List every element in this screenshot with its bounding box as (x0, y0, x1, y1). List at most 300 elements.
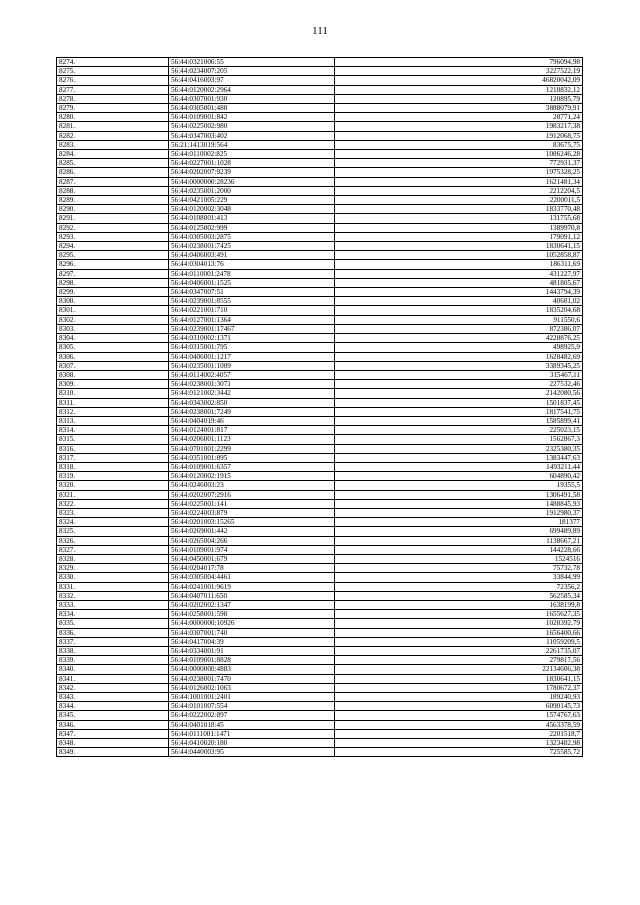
row-number-cell: 8314. (57, 426, 169, 435)
row-number-cell: 8327. (57, 545, 169, 554)
row-number-cell: 8275. (57, 67, 169, 76)
cadastral-number-cell: 56:44:0310002:1371 (169, 334, 335, 343)
cadastral-value-cell: 481805,67 (335, 278, 583, 287)
row-number-cell: 8287. (57, 177, 169, 186)
cadastral-value-cell: 1389970,8 (335, 223, 583, 232)
row-number-cell: 8336. (57, 628, 169, 637)
row-number-cell: 8326. (57, 536, 169, 545)
row-number-cell: 8279. (57, 104, 169, 113)
row-number-cell: 8280. (57, 113, 169, 122)
row-number-cell: 8286. (57, 168, 169, 177)
cadastral-number-cell: 56:44:0347003:402 (169, 131, 335, 140)
cadastral-value-cell: 186311,69 (335, 260, 583, 269)
cadastral-value-cell: 1621481,34 (335, 177, 583, 186)
cadastral-number-cell: 56:44:0305003:2875 (169, 232, 335, 241)
page-number: 111 (312, 25, 328, 37)
cadastral-number-cell: 56:44:0110002:825 (169, 150, 335, 159)
row-number-cell: 8297. (57, 269, 169, 278)
cadastral-value-cell: 1830641,15 (335, 674, 583, 683)
cadastral-number-cell: 56:44:0235001:1009 (169, 361, 335, 370)
table-row (57, 545, 583, 554)
cadastral-value-cell: 22134606,38 (335, 665, 583, 674)
cadastral-value-cell: 1983217,38 (335, 122, 583, 131)
row-number-cell: 8328. (57, 554, 169, 563)
table-row (57, 242, 583, 251)
cadastral-value-cell: 181377 (335, 518, 583, 527)
row-number-cell: 8306. (57, 352, 169, 361)
cadastral-number-cell: 56:44:0238001:7470 (169, 674, 335, 683)
table-row (57, 343, 583, 352)
table-row (57, 168, 583, 177)
cadastral-value-cell: 33844,99 (335, 573, 583, 582)
table-row (57, 527, 583, 536)
table-row (57, 398, 583, 407)
table-row (57, 600, 583, 609)
table-row (57, 416, 583, 425)
row-number-cell: 8282. (57, 131, 169, 140)
cadastral-number-cell: 56:44:0109001:6357 (169, 462, 335, 471)
cadastral-value-cell: 1975328,25 (335, 168, 583, 177)
row-number-cell: 8283. (57, 140, 169, 149)
cadastral-number-cell: 56:44:0202007:2916 (169, 490, 335, 499)
table-row (57, 674, 583, 683)
row-number-cell: 8338. (57, 647, 169, 656)
cadastral-value-cell: 1218832,12 (335, 85, 583, 94)
table-row (57, 472, 583, 481)
table-row (57, 177, 583, 186)
cadastral-number-cell: 56:44:0343002:850 (169, 398, 335, 407)
cadastral-number-cell: 56:44:0265004:266 (169, 536, 335, 545)
cadastral-number-cell: 56:44:0440003:95 (169, 748, 335, 757)
cadastral-value-cell: 227532,46 (335, 380, 583, 389)
cadastral-value-cell: 1501837,45 (335, 398, 583, 407)
cadastral-value-cell: 131755,68 (335, 214, 583, 223)
row-number-cell: 8278. (57, 94, 169, 103)
cadastral-value-cell: 46820042,09 (335, 76, 583, 85)
table-row (57, 214, 583, 223)
cadastral-number-cell: 56:44:0121002:3442 (169, 389, 335, 398)
cadastral-value-cell: 1835204,68 (335, 306, 583, 315)
cadastral-number-cell: 56:44:0407011:650 (169, 591, 335, 600)
table-row (57, 748, 583, 757)
row-number-cell: 8315. (57, 435, 169, 444)
table-row (57, 159, 583, 168)
cadastral-number-cell: 56:44:0421005:229 (169, 196, 335, 205)
row-number-cell: 8329. (57, 564, 169, 573)
table-row (57, 297, 583, 306)
cadastral-value-cell: 189240,93 (335, 693, 583, 702)
cadastral-value-cell: 498925,9 (335, 343, 583, 352)
cadastral-number-cell: 56:44:0201003:15265 (169, 518, 335, 527)
cadastral-value-cell: 1912068,75 (335, 131, 583, 140)
cadastral-number-cell: 56:44:0114002:4057 (169, 370, 335, 379)
row-number-cell: 8304. (57, 334, 169, 343)
table-row (57, 334, 583, 343)
cadastral-number-cell: 56:44:0238001:3071 (169, 380, 335, 389)
cadastral-number-cell: 56:44:0111001:1471 (169, 729, 335, 738)
row-number-cell: 8292. (57, 223, 169, 232)
cadastral-value-cell: 1628482,69 (335, 352, 583, 361)
cadastral-number-cell: 56:44:0124001:817 (169, 426, 335, 435)
row-number-cell: 8345. (57, 711, 169, 720)
row-number-cell: 8349. (57, 748, 169, 757)
table-row (57, 260, 583, 269)
table-row (57, 619, 583, 628)
cadastral-number-cell: 56:44:0410020:180 (169, 739, 335, 748)
table-row (57, 711, 583, 720)
table-row (57, 94, 583, 103)
row-number-cell: 8343. (57, 693, 169, 702)
row-number-cell: 8277. (57, 85, 169, 94)
cadastral-value-cell: 431227,97 (335, 269, 583, 278)
cadastral-number-cell: 56:44:0404019:46 (169, 416, 335, 425)
table-row (57, 278, 583, 287)
cadastral-number-cell: 56:44:0239001:17467 (169, 324, 335, 333)
table-row (57, 536, 583, 545)
row-number-cell: 8276. (57, 76, 169, 85)
row-number-cell: 8334. (57, 610, 169, 619)
row-number-cell: 8290. (57, 205, 169, 214)
cadastral-number-cell: 56:44:0109001:8828 (169, 656, 335, 665)
table-row (57, 426, 583, 435)
table-row (57, 693, 583, 702)
row-number-cell: 8313. (57, 416, 169, 425)
cadastral-value-cell: 3389345,25 (335, 361, 583, 370)
cadastral-value-cell: 72356,2 (335, 582, 583, 591)
cadastral-number-cell: 56:44:0126002:1063 (169, 683, 335, 692)
row-number-cell: 8333. (57, 600, 169, 609)
table-row (57, 352, 583, 361)
table-row (57, 186, 583, 195)
row-number-cell: 8293. (57, 232, 169, 241)
cadastral-value-cell: 562585,34 (335, 591, 583, 600)
table-row (57, 518, 583, 527)
cadastral-value-cell: 75732,78 (335, 564, 583, 573)
cadastral-value-cell: 1383447,63 (335, 453, 583, 462)
table-row (57, 389, 583, 398)
cadastral-number-cell: 56:44:0450001:679 (169, 554, 335, 563)
table-row (57, 444, 583, 453)
cadastral-number-cell: 56:44:0110001:2478 (169, 269, 335, 278)
row-number-cell: 8299. (57, 288, 169, 297)
table-body (57, 58, 583, 757)
table-row (57, 665, 583, 674)
cadastral-value-cell: 2325380,35 (335, 444, 583, 453)
table-row (57, 582, 583, 591)
cadastral-number-cell: 56:44:0334001:91 (169, 647, 335, 656)
row-number-cell: 8309. (57, 380, 169, 389)
table-row (57, 729, 583, 738)
table-row (57, 435, 583, 444)
table-row (57, 637, 583, 646)
table-row (57, 591, 583, 600)
row-number-cell: 8318. (57, 462, 169, 471)
row-number-cell: 8307. (57, 361, 169, 370)
row-number-cell: 8323. (57, 508, 169, 517)
cadastral-number-cell: 56:44:0202002:1347 (169, 600, 335, 609)
cadastral-number-cell: 56:44:0416003:97 (169, 76, 335, 85)
cadastral-value-cell: 1817541,75 (335, 407, 583, 416)
cadastral-number-cell: 56:44:0305004:4461 (169, 573, 335, 582)
table-row (57, 196, 583, 205)
table-row (57, 76, 583, 85)
cadastral-number-cell: 56:44:0241001:9619 (169, 582, 335, 591)
cadastral-value-cell: 179091,12 (335, 232, 583, 241)
cadastral-value-cell: 3227522,19 (335, 67, 583, 76)
cadastral-value-cell: 1585899,41 (335, 416, 583, 425)
cadastral-number-cell: 56:44:0701001:2299 (169, 444, 335, 453)
cadastral-number-cell: 56:44:0222002:897 (169, 711, 335, 720)
cadastral-number-cell: 56:44:0225002:980 (169, 122, 335, 131)
table-row (57, 554, 583, 563)
cadastral-number-cell: 56:44:0109001:842 (169, 113, 335, 122)
row-number-cell: 8316. (57, 444, 169, 453)
cadastral-number-cell: 56:44:0120002:1915 (169, 472, 335, 481)
cadastral-number-cell: 56:44:0224003:879 (169, 508, 335, 517)
row-number-cell: 8337. (57, 637, 169, 646)
cadastral-value-cell: 1323482,98 (335, 739, 583, 748)
row-number-cell: 8291. (57, 214, 169, 223)
cadastral-number-cell: 56:44:0000000:4883 (169, 665, 335, 674)
row-number-cell: 8346. (57, 720, 169, 729)
cadastral-value-cell: 4563378,59 (335, 720, 583, 729)
cadastral-value-table (56, 57, 583, 757)
table-row (57, 324, 583, 333)
table-row (57, 656, 583, 665)
cadastral-value-cell: 1655627,35 (335, 610, 583, 619)
cadastral-value-cell: 872386,07 (335, 324, 583, 333)
cadastral-number-cell: 56:44:0120002:2964 (169, 85, 335, 94)
cadastral-value-cell: 6090145,73 (335, 702, 583, 711)
row-number-cell: 8319. (57, 472, 169, 481)
table-row (57, 223, 583, 232)
cadastral-value-cell: 120895,79 (335, 94, 583, 103)
row-number-cell: 8305. (57, 343, 169, 352)
row-number-cell: 8284. (57, 150, 169, 159)
row-number-cell: 8281. (57, 122, 169, 131)
row-number-cell: 8320. (57, 481, 169, 490)
cadastral-number-cell: 56:21:1413019:564 (169, 140, 335, 149)
table-row (57, 564, 583, 573)
cadastral-number-cell: 56:44:1001001:2401 (169, 693, 335, 702)
cadastral-number-cell: 56:44:0225001:141 (169, 499, 335, 508)
cadastral-value-cell: 699489,89 (335, 527, 583, 536)
table-row (57, 205, 583, 214)
cadastral-value-cell: 40681,02 (335, 297, 583, 306)
cadastral-value-cell: 1493211,44 (335, 462, 583, 471)
cadastral-number-cell: 56:44:0109001:974 (169, 545, 335, 554)
table-row (57, 306, 583, 315)
cadastral-value-cell: 11059209,5 (335, 637, 583, 646)
row-number-cell: 8295. (57, 251, 169, 260)
table-row (57, 490, 583, 499)
cadastral-value-cell: 28771,24 (335, 113, 583, 122)
cadastral-value-cell: 1562867,3 (335, 435, 583, 444)
row-number-cell: 8325. (57, 527, 169, 536)
table-row (57, 407, 583, 416)
cadastral-number-cell: 56:44:0238001:7249 (169, 407, 335, 416)
table-row (57, 113, 583, 122)
row-number-cell: 8302. (57, 315, 169, 324)
cadastral-number-cell: 56:44:0351001:895 (169, 453, 335, 462)
cadastral-number-cell: 56:44:0246003:23 (169, 481, 335, 490)
cadastral-number-cell: 56:44:0304013:76 (169, 260, 335, 269)
cadastral-value-cell: 2200011,5 (335, 196, 583, 205)
cadastral-number-cell: 56:44:0206001:1123 (169, 435, 335, 444)
table-row (57, 251, 583, 260)
table-row (57, 573, 583, 582)
cadastral-number-cell: 56:44:0406003:491 (169, 251, 335, 260)
cadastral-value-cell: 604890,42 (335, 472, 583, 481)
table-row (57, 610, 583, 619)
table-row (57, 702, 583, 711)
table-row (57, 739, 583, 748)
table-row (57, 140, 583, 149)
table-row (57, 131, 583, 140)
table-row (57, 67, 583, 76)
cadastral-number-cell: 56:44:0108001:413 (169, 214, 335, 223)
table-row (57, 150, 583, 159)
cadastral-value-cell: 2261735,07 (335, 647, 583, 656)
cadastral-value-cell: 1138667,21 (335, 536, 583, 545)
cadastral-value-cell: 1443794,39 (335, 288, 583, 297)
row-number-cell: 8335. (57, 619, 169, 628)
cadastral-value-cell: 2212204,5 (335, 186, 583, 195)
cadastral-number-cell: 56:44:0401018:45 (169, 720, 335, 729)
row-number-cell: 8317. (57, 453, 169, 462)
cadastral-value-cell: 19355,5 (335, 481, 583, 490)
cadastral-value-cell: 1574767,63 (335, 711, 583, 720)
table-row (57, 380, 583, 389)
cadastral-value-cell: 1780672,37 (335, 683, 583, 692)
cadastral-number-cell: 56:44:0417004:39 (169, 637, 335, 646)
cadastral-number-cell: 56:44:0000000:28236 (169, 177, 335, 186)
cadastral-value-cell: 1656400,66 (335, 628, 583, 637)
cadastral-number-cell: 56:44:0238001:7425 (169, 242, 335, 251)
cadastral-value-cell: 1028392,79 (335, 619, 583, 628)
cadastral-value-cell: 1524516 (335, 554, 583, 563)
row-number-cell: 8285. (57, 159, 169, 168)
row-number-cell: 8348. (57, 739, 169, 748)
cadastral-value-cell: 772931,37 (335, 159, 583, 168)
cadastral-number-cell: 56:44:0101007:554 (169, 702, 335, 711)
cadastral-number-cell: 56:44:0321006:55 (169, 58, 335, 67)
table-row (57, 453, 583, 462)
cadastral-value-cell: 1830641,15 (335, 242, 583, 251)
cadastral-number-cell: 56:44:0000000:10926 (169, 619, 335, 628)
cadastral-value-cell: 1052858,87 (335, 251, 583, 260)
cadastral-number-cell: 56:44:0235001:2000 (169, 186, 335, 195)
cadastral-number-cell: 56:44:0406001:1525 (169, 278, 335, 287)
cadastral-number-cell: 56:44:0234007:205 (169, 67, 335, 76)
cadastral-number-cell: 56:44:0127001:1364 (169, 315, 335, 324)
row-number-cell: 8341. (57, 674, 169, 683)
row-number-cell: 8312. (57, 407, 169, 416)
cadastral-value-cell: 1306491,58 (335, 490, 583, 499)
row-number-cell: 8294. (57, 242, 169, 251)
row-number-cell: 8296. (57, 260, 169, 269)
row-number-cell: 8344. (57, 702, 169, 711)
table-row (57, 647, 583, 656)
row-number-cell: 8301. (57, 306, 169, 315)
table-row (57, 683, 583, 692)
table-row (57, 481, 583, 490)
cadastral-number-cell: 56:44:0305001:488 (169, 104, 335, 113)
cadastral-number-cell: 56:44:0269001:442 (169, 527, 335, 536)
cadastral-value-cell: 315467,11 (335, 370, 583, 379)
cadastral-number-cell: 56:44:0258001:598 (169, 610, 335, 619)
row-number-cell: 8330. (57, 573, 169, 582)
row-number-cell: 8300. (57, 297, 169, 306)
cadastral-value-cell: 144228,66 (335, 545, 583, 554)
cadastral-number-cell: 56:44:0307001:930 (169, 94, 335, 103)
cadastral-value-cell: 1912980,37 (335, 508, 583, 517)
row-number-cell: 8308. (57, 370, 169, 379)
row-number-cell: 8303. (57, 324, 169, 333)
table-row (57, 720, 583, 729)
row-number-cell: 8342. (57, 683, 169, 692)
cadastral-number-cell: 56:44:0120002:3048 (169, 205, 335, 214)
row-number-cell: 8340. (57, 665, 169, 674)
table-row (57, 361, 583, 370)
cadastral-value-cell: 1086246,28 (335, 150, 583, 159)
cadastral-number-cell: 56:44:0227001:1028 (169, 159, 335, 168)
table-row (57, 628, 583, 637)
row-number-cell: 8298. (57, 278, 169, 287)
cadastral-number-cell: 56:44:0239001:8555 (169, 297, 335, 306)
cadastral-number-cell: 56:44:0202007:9239 (169, 168, 335, 177)
cadastral-value-cell: 2201518,7 (335, 729, 583, 738)
row-number-cell: 8288. (57, 186, 169, 195)
cadastral-value-cell: 1488845,93 (335, 499, 583, 508)
row-number-cell: 8322. (57, 499, 169, 508)
cadastral-value-cell: 1638199,8 (335, 600, 583, 609)
cadastral-number-cell: 56:44:0125002:999 (169, 223, 335, 232)
table-row (57, 122, 583, 131)
row-number-cell: 8332. (57, 591, 169, 600)
cadastral-value-cell: 911550,6 (335, 315, 583, 324)
row-number-cell: 8347. (57, 729, 169, 738)
table-row (57, 269, 583, 278)
table-row (57, 288, 583, 297)
cadastral-number-cell: 56:44:0315001:795 (169, 343, 335, 352)
row-number-cell: 8274. (57, 58, 169, 67)
cadastral-number-cell: 56:44:0406001:1217 (169, 352, 335, 361)
cadastral-value-cell: 4228876,25 (335, 334, 583, 343)
table-row (57, 370, 583, 379)
row-number-cell: 8289. (57, 196, 169, 205)
row-number-cell: 8321. (57, 490, 169, 499)
cadastral-number-cell: 56:44:0204017:78 (169, 564, 335, 573)
cadastral-value-cell: 279817,56 (335, 656, 583, 665)
table-row (57, 508, 583, 517)
table-row (57, 58, 583, 67)
cadastral-value-cell: 725585,72 (335, 748, 583, 757)
row-number-cell: 8339. (57, 656, 169, 665)
cadastral-value-cell: 225023,15 (335, 426, 583, 435)
table-row (57, 85, 583, 94)
row-number-cell: 8311. (57, 398, 169, 407)
table-row (57, 462, 583, 471)
cadastral-value-cell: 2142080,56 (335, 389, 583, 398)
cadastral-number-cell: 56:44:0221001:710 (169, 306, 335, 315)
row-number-cell: 8331. (57, 582, 169, 591)
table-row (57, 315, 583, 324)
cadastral-number-cell: 56:44:0307001:740 (169, 628, 335, 637)
row-number-cell: 8310. (57, 389, 169, 398)
cadastral-value-cell: 796094,98 (335, 58, 583, 67)
row-number-cell: 8324. (57, 518, 169, 527)
